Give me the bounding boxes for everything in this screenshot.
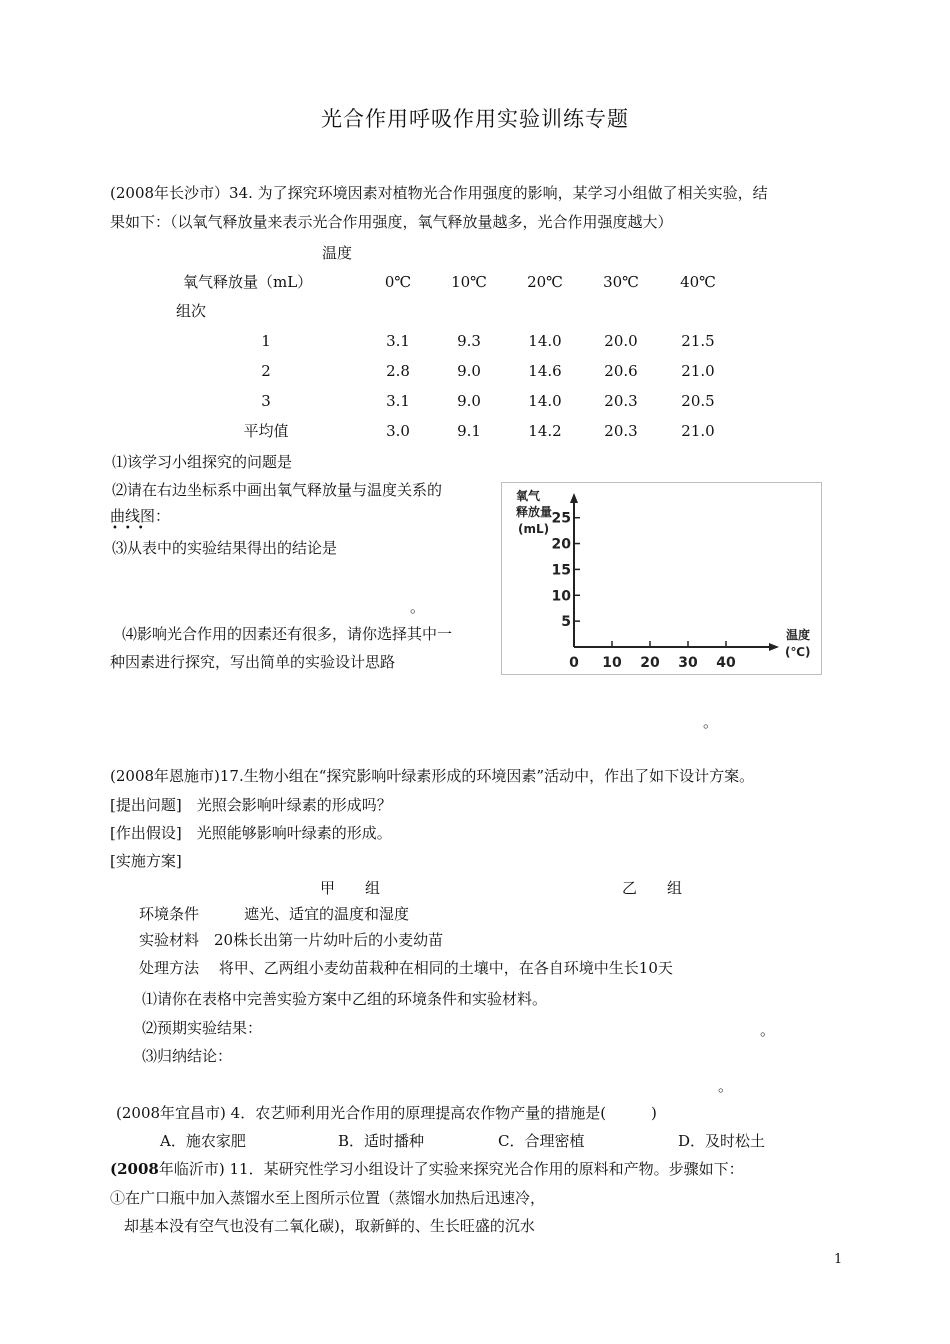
y-tick-label: 20 [551, 536, 571, 553]
table-cell: 14.0 [528, 332, 562, 350]
q2-question: [提出问题] 光照会影响叶绿素的形成吗？ [110, 796, 392, 814]
q4-year: 2008 [117, 1160, 159, 1178]
q1-sub2-line2: 曲线图： [110, 507, 171, 525]
page-number: 1 [834, 1252, 843, 1267]
table-cell: 14.6 [528, 362, 562, 380]
table-cell: 9.3 [457, 332, 481, 350]
table-cell: 9.1 [457, 422, 481, 440]
y-label-line: (mL) [518, 522, 550, 536]
x-tick-label: 40 [716, 655, 736, 671]
q2-group-a: 甲 组 [320, 879, 381, 897]
table-cell: 20.5 [681, 392, 715, 410]
table-cell: 20.3 [604, 422, 638, 440]
x-tick-label: 10 [602, 655, 622, 671]
x-axis-label [785, 627, 814, 659]
y-axis-label [516, 488, 556, 536]
x-label-line: 温度 [786, 628, 811, 642]
q1-sub3: ⑶从表中的实验结果得出的结论是 [112, 539, 338, 557]
table-cell: 14.2 [528, 422, 562, 440]
q1-period-2: 。 [703, 713, 719, 731]
y-label-line: 氧气 [516, 489, 541, 503]
table-cell: 3.1 [386, 392, 410, 410]
q2-period-1: 。 [760, 1021, 776, 1039]
table-cell: 2.8 [386, 362, 410, 380]
q1-period-1: 。 [410, 598, 426, 616]
table-temp-header: 40℃ [680, 273, 716, 291]
table-temp-header: 20℃ [527, 273, 563, 291]
q1-intro-line2: 果如下：（以氧气释放量来表示光合作用强度，氧气释放量越多，光合作用强度越大） [110, 213, 673, 231]
q2-plan: [实施方案] [110, 852, 182, 870]
q3-option-d: D．及时松土 [678, 1132, 766, 1150]
table-cell: 20.6 [604, 362, 638, 380]
table-cell: 9.0 [457, 362, 481, 380]
table-cell: 21.5 [681, 332, 715, 350]
table-header-group: 组次 [176, 302, 207, 320]
table-temp-header: 30℃ [603, 273, 639, 291]
q3-intro: (2008年宜昌市) 4．农艺师利用光合作用的原理提高农作物产量的措施是( ) [116, 1104, 657, 1122]
table-temp-header: 10℃ [451, 273, 487, 291]
table-row-label: 平均值 [243, 422, 289, 440]
chart-svg [502, 483, 821, 674]
x-tick-label: 20 [640, 655, 660, 671]
q1-sub4-line1: ⑷影响光合作用的因素还有很多，请你选择其中一 [122, 625, 453, 643]
q4-intro-text: 年临沂市) 11．某研究性学习小组设计了实验来探究光合作用的原料和产物。步骤如下： [158, 1160, 744, 1178]
table-row-label: 2 [261, 362, 271, 380]
q4-step1-line1: ①在广口瓶中加入蒸馏水至上图所示位置（蒸馏水加热后迅速冷， [110, 1189, 546, 1207]
emphasis-dots: ••• [112, 523, 151, 534]
q2-period-2: 。 [718, 1077, 734, 1095]
table-header-temp: 温度 [322, 244, 353, 262]
y-tick-label: 5 [561, 614, 571, 631]
q3-option-b: B．适时播种 [338, 1132, 425, 1150]
table-row-label: 1 [261, 332, 271, 350]
table-cell: 9.0 [457, 392, 481, 410]
table-row-label: 3 [261, 392, 271, 410]
table-cell: 14.0 [528, 392, 562, 410]
q4-intro [110, 1159, 744, 1179]
q1-sub2-line1: ⑵请在右边坐标系中画出氧气释放量与温度关系的 [112, 481, 443, 499]
q2-intro: (2008年恩施市)17.生物小组在“探究影响叶绿素形成的环境因素”活动中，作出了如下设计方案。 [110, 767, 755, 785]
table-cell: 20.3 [604, 392, 638, 410]
x-label-line: (℃) [785, 645, 811, 659]
q2-sub2: ⑵预期实验结果： [142, 1019, 263, 1037]
q2-hypothesis: [作出假设] 光照能够影响叶绿素的形成。 [110, 824, 392, 842]
table-header-o2: 氧气释放量（mL） [183, 273, 313, 291]
q1-intro-line1: (2008年长沙市）34. 为了探究环境因素对植物光合作用强度的影响，某学习小组做了相关实验，结 [110, 184, 768, 202]
table-temp-header: 0℃ [384, 273, 412, 291]
x-tick-label: 0 [569, 655, 579, 671]
y-tick-label: 15 [551, 562, 571, 579]
table-cell: 21.0 [681, 362, 715, 380]
y-label-line: 释放量 [516, 505, 553, 519]
q2-group-b: 乙 组 [622, 879, 683, 897]
table-cell: 3.0 [386, 422, 410, 440]
table-cell: 20.0 [604, 332, 638, 350]
table-cell: 21.0 [681, 422, 715, 440]
q1-sub1: ⑴该学习小组探究的问题是 [112, 453, 293, 471]
q4-step1-line2: 却基本没有空气也没有二氧化碳)，取新鲜的、生长旺盛的沉水 [124, 1217, 535, 1235]
q4-open-paren: ( [110, 1160, 118, 1178]
page-title: 光合作用呼吸作用实验训练专题 [321, 107, 629, 131]
coordinate-chart [501, 482, 822, 675]
q2-material: 实验材料 20株长出第一片幼叶后的小麦幼苗 [139, 931, 444, 949]
table-cell: 3.1 [386, 332, 410, 350]
y-tick-label: 10 [551, 588, 571, 605]
q3-option-a: A．施农家肥 [160, 1132, 246, 1150]
q2-sub1: ⑴请你在表格中完善实验方案中乙组的环境条件和实验材料。 [142, 990, 548, 1008]
q2-env: 环境条件 遮光、适宜的温度和湿度 [139, 905, 410, 923]
y-tick-label: 25 [551, 510, 571, 527]
q2-sub3: ⑶归纳结论： [142, 1047, 233, 1065]
x-tick-label: 30 [678, 655, 698, 671]
q3-option-c: C．合理密植 [498, 1132, 585, 1150]
q1-sub4-line2: 种因素进行探究，写出简单的实验设计思路 [110, 653, 396, 671]
q2-method: 处理方法 将甲、乙两组小麦幼苗栽种在相同的土壤中，在各自环境中生长10天 [139, 959, 673, 977]
